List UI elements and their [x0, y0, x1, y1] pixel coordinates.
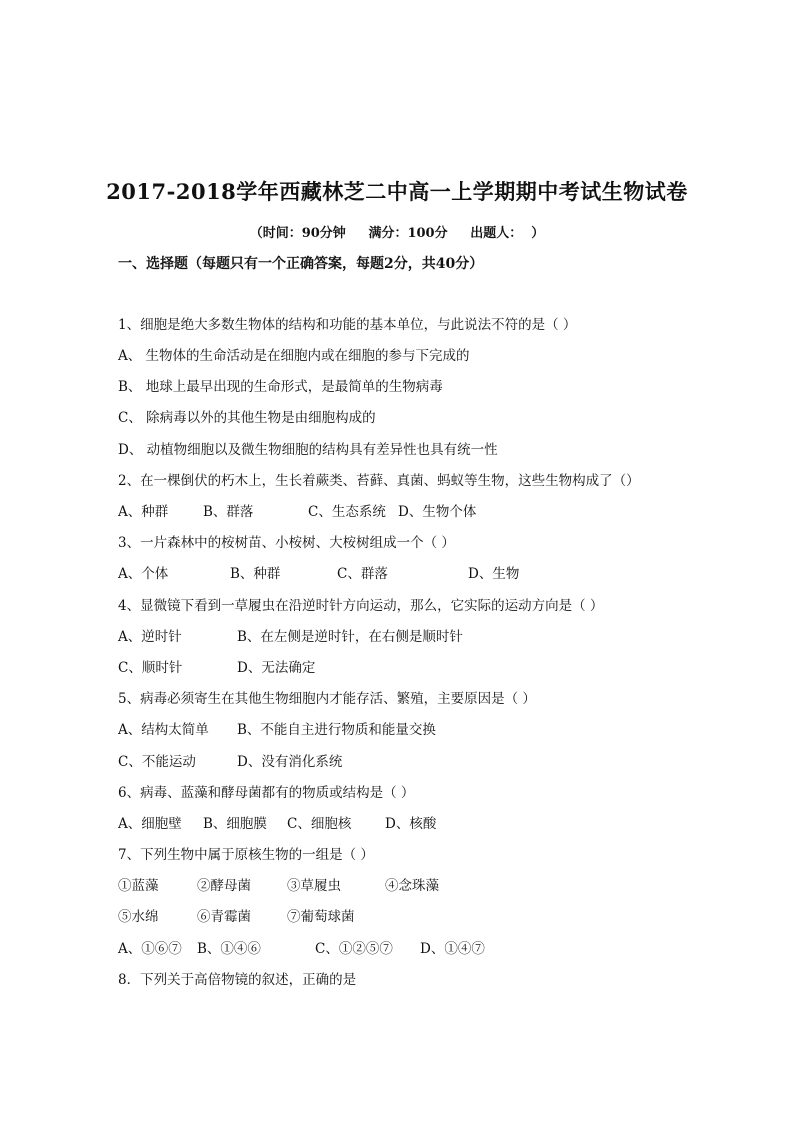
exam-meta — [0, 222, 794, 241]
question-2-option-a: A、种群 — [118, 504, 169, 520]
question-1-option-b: B、 地球上最早出现的生命形式，是最简单的生物病毒 — [118, 379, 443, 395]
question-4-option-a: A、逆时针 — [118, 629, 182, 645]
question-7-item-7: ⑦葡萄球菌 — [287, 909, 355, 925]
question-6-option-a: A、细胞壁 — [118, 816, 182, 832]
question-6-stem: 6、病毒、蓝藻和酵母菌都有的物质或结构是（ ） — [118, 785, 415, 801]
question-1-option-a: A、 生物体的生命活动是在细胞内或在细胞的参与下完成的 — [118, 348, 470, 364]
exam-time: （时间：90分钟 — [249, 226, 346, 241]
question-5-option-a: A、结构太简单 — [118, 722, 209, 738]
question-6-option-d: D、核酸 — [385, 816, 437, 832]
question-7-option-a: A、①⑥⑦ — [118, 941, 182, 957]
question-1-option-d: D、 动植物细胞以及微生物细胞的结构具有差异性也具有统一性 — [118, 442, 498, 458]
question-7-item-2: ②酵母菌 — [197, 878, 251, 894]
question-7-item-4: ④念珠藻 — [385, 878, 439, 894]
question-1-option-c: C、 除病毒以外的其他生物是由细胞构成的 — [118, 410, 376, 426]
question-7-option-d: D、①④⑦ — [420, 941, 485, 957]
question-7-item-6: ⑥青霉菌 — [197, 909, 251, 925]
question-2-option-d: D、生物个体 — [398, 504, 477, 520]
question-2-option-c: C、生态系统 — [308, 504, 386, 520]
exam-score: 满分：100分 — [368, 226, 448, 241]
question-7-item-5: ⑤水绵 — [118, 909, 159, 925]
question-7-item-1: ①蓝藻 — [118, 878, 159, 894]
question-4-stem: 4、显微镜下看到一草履虫在沿逆时针方向运动，那么，它实际的运动方向是（ ） — [118, 598, 604, 614]
question-3-option-d: D、生物 — [468, 566, 520, 582]
question-7-option-b: B、①④⑥ — [197, 941, 261, 957]
question-8-stem: 8．下列关于高倍物镜的叙述，正确的是 — [118, 972, 357, 988]
question-5-stem: 5、病毒必须寄生在其他生物细胞内才能存活、繁殖，主要原因是（ ） — [118, 691, 536, 707]
question-5-option-c: C、不能运动 — [118, 754, 196, 770]
section-heading: 一、选择题（每题只有一个正确答案，每题2分，共40分） — [118, 256, 484, 272]
question-4-option-c: C、顺时针 — [118, 660, 183, 676]
question-6-option-c: C、细胞核 — [287, 816, 352, 832]
question-3-option-a: A、个体 — [118, 566, 169, 582]
question-2-stem: 2、在一棵倒伏的朽木上，生长着蕨类、苔藓、真菌、蚂蚁等生物，这些生物构成了（） — [118, 473, 640, 489]
exam-author: 出题人： ） — [470, 226, 545, 241]
question-7-item-3: ③草履虫 — [287, 878, 341, 894]
question-3-option-b: B、种群 — [230, 566, 281, 582]
question-5-option-b: B、不能自主进行物质和能量交换 — [237, 722, 436, 738]
exam-title: 2017-2018学年西藏林芝二中高一上学期期中考试生物试卷 — [106, 179, 688, 204]
question-2-option-b: B、群落 — [203, 504, 254, 520]
question-3-stem: 3、一片森林中的桉树苗、小桉树、大桉树组成一个（ ） — [118, 535, 455, 551]
question-3-option-c: C、群落 — [337, 566, 388, 582]
question-5-option-d: D、没有消化系统 — [237, 754, 343, 770]
question-6-option-b: B、细胞膜 — [203, 816, 267, 832]
question-7-option-c: C、①②⑤⑦ — [315, 941, 393, 957]
question-7-stem: 7、下列生物中属于原核生物的一组是（ ） — [118, 847, 374, 863]
question-4-option-d: D、无法确定 — [237, 660, 316, 676]
question-4-option-b: B、在左侧是逆时针，在右侧是顺时针 — [237, 629, 463, 645]
question-1-stem: 1、细胞是绝大多数生物体的结构和功能的基本单位，与此说法不符的是（ ） — [118, 317, 577, 333]
